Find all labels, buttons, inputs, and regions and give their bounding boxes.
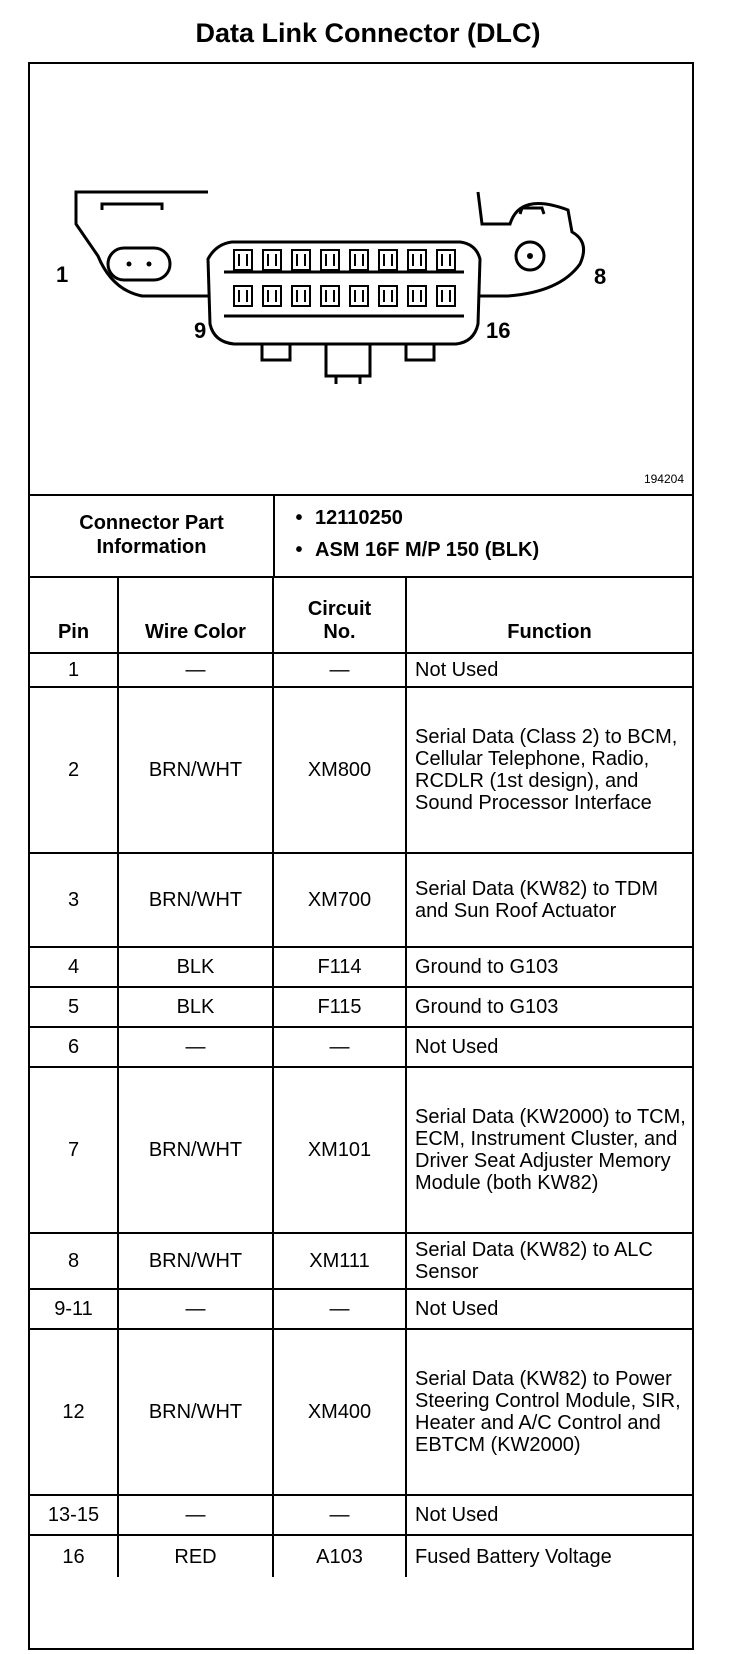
pin-contact-bottom-5 [355,290,363,302]
circuit-cell: XM111 [273,1233,406,1289]
function-cell: Serial Data (Class 2) to BCM, Cellular Telephone, Radio, RCDLR (1st design), and Sound Processor Interface [406,687,692,853]
table-row [30,1289,692,1329]
function-cell: Ground to G103 [406,987,692,1027]
pin-contact-bottom-4 [326,290,334,302]
function-cell: Not Used [406,1289,692,1329]
connector-table-frame [28,62,694,1650]
function-cell: Not Used [406,1027,692,1067]
wire-color-cell: BRN/WHT [118,687,273,853]
header-circuit-no: Circuit No. [273,576,406,653]
header-function: Function [406,576,692,653]
pin-cell: 16 [30,1535,118,1577]
pin-cell: 3 [30,853,118,947]
table-row [30,1535,692,1577]
function-cell: Serial Data (KW82) to Power Steering Control Module, SIR, Heater and A/C Control and EBTCM (KW2000) [406,1329,692,1495]
pin-cavity-bottom-1 [234,286,252,306]
pin-9-label: 9 [194,318,207,343]
table-row [30,653,692,687]
wire-color-cell: — [118,1495,273,1535]
pin-contact-bottom-6 [384,290,392,302]
pin-contact-top-6 [384,254,392,266]
circuit-cell: — [273,1495,406,1535]
header-pin: Pin [30,576,118,653]
pin-cavity-bottom-8 [437,286,455,306]
dlc-connector-drawing [30,64,692,494]
pin-table [30,576,692,1577]
pin-contact-bottom-1 [239,290,247,302]
wire-color-cell: BRN/WHT [118,1329,273,1495]
function-cell: Fused Battery Voltage [406,1535,692,1577]
connector-key [262,344,434,376]
pin-cell: 13-15 [30,1495,118,1535]
wire-color-cell: BRN/WHT [118,1233,273,1289]
pin-cavity-bottom-7 [408,286,426,306]
pin-cavity-top-8 [437,250,455,270]
left-ear-slot [108,248,170,280]
pin-16-label: 16 [486,318,511,343]
table-row [30,1329,692,1495]
table-row [30,987,692,1027]
connector-part-info [30,494,692,578]
pin-8-label: 8 [594,264,607,289]
wire-color-cell: — [118,653,273,687]
pin-cavity-top-7 [408,250,426,270]
pin-contact-top-3 [297,254,305,266]
header-wire-color: Wire Color [118,576,273,653]
connector-figure [30,64,692,496]
pin-contact-bottom-3 [297,290,305,302]
pin-table-header [30,576,692,653]
pin-contact-bottom-7 [413,290,421,302]
pin-contact-bottom-2 [268,290,276,302]
pin-cell: 7 [30,1067,118,1233]
circuit-cell: A103 [273,1535,406,1577]
wire-color-cell: BLK [118,947,273,987]
pin-contact-top-7 [413,254,421,266]
pin-cavity-top-3 [292,250,310,270]
pin-cell: 8 [30,1233,118,1289]
pin-cavity-top-2 [263,250,281,270]
connector-part-description: • ASM 16F M/P 150 (BLK) [275,534,539,566]
circuit-cell: — [273,1289,406,1329]
pin-cavity-top-4 [321,250,339,270]
wire-color-cell: BRN/WHT [118,1067,273,1233]
wire-color-cell: — [118,1289,273,1329]
table-row [30,853,692,947]
connector-body [208,242,480,344]
pin-cavity-bottom-6 [379,286,397,306]
pin-cell: 5 [30,987,118,1027]
circuit-cell: F115 [273,987,406,1027]
table-row [30,1495,692,1535]
pin-cell: 9-11 [30,1289,118,1329]
wire-color-cell: — [118,1027,273,1067]
pin-cavity-top-1 [234,250,252,270]
circuit-cell: F114 [273,947,406,987]
circuit-cell: XM400 [273,1329,406,1495]
pin-contact-top-1 [239,254,247,266]
circuit-cell: XM101 [273,1067,406,1233]
pin-cell: 1 [30,653,118,687]
circuit-cell: XM700 [273,853,406,947]
pin-cavity-bottom-4 [321,286,339,306]
table-row [30,1027,692,1067]
circuit-cell: — [273,653,406,687]
pin-contact-top-8 [442,254,450,266]
connector-part-label: Connector Part Information [30,494,275,576]
function-cell: Serial Data (KW82) to ALC Sensor [406,1233,692,1289]
table-row [30,1067,692,1233]
pin-contact-bottom-8 [442,290,450,302]
wire-color-cell: BLK [118,987,273,1027]
figure-reference-number: 194204 [643,472,684,486]
pin-cell: 4 [30,947,118,987]
pin-cell: 6 [30,1027,118,1067]
function-cell: Serial Data (KW82) to TDM and Sun Roof Actuator [406,853,692,947]
function-cell: Serial Data (KW2000) to TCM, ECM, Instrument Cluster, and Driver Seat Adjuster Memory Module (both KW82) [406,1067,692,1233]
circuit-cell: XM800 [273,687,406,853]
pin-cavity-bottom-3 [292,286,310,306]
pin-cell: 2 [30,687,118,853]
circuit-cell: — [273,1027,406,1067]
connector-part-number: • 12110250 [275,502,539,534]
pin-cavity-top-5 [350,250,368,270]
function-cell: Not Used [406,653,692,687]
pin-cavity-top-6 [379,250,397,270]
function-cell: Not Used [406,1495,692,1535]
pin-contact-top-4 [326,254,334,266]
table-row [30,947,692,987]
pin-cell: 12 [30,1329,118,1495]
wire-color-cell: BRN/WHT [118,853,273,947]
table-row [30,1233,692,1289]
connector-part-list [275,502,539,566]
wire-color-cell: RED [118,1535,273,1577]
ear-slot-contacts [127,253,534,267]
table-row [30,687,692,853]
pin-cavities [234,250,455,306]
pin-contact-top-5 [355,254,363,266]
page-title: Data Link Connector (DLC) [195,18,541,48]
pin-cavity-bottom-5 [350,286,368,306]
pin-1-label: 1 [56,262,69,287]
pin-cavity-bottom-2 [263,286,281,306]
function-cell: Ground to G103 [406,947,692,987]
pin-contact-top-2 [268,254,276,266]
